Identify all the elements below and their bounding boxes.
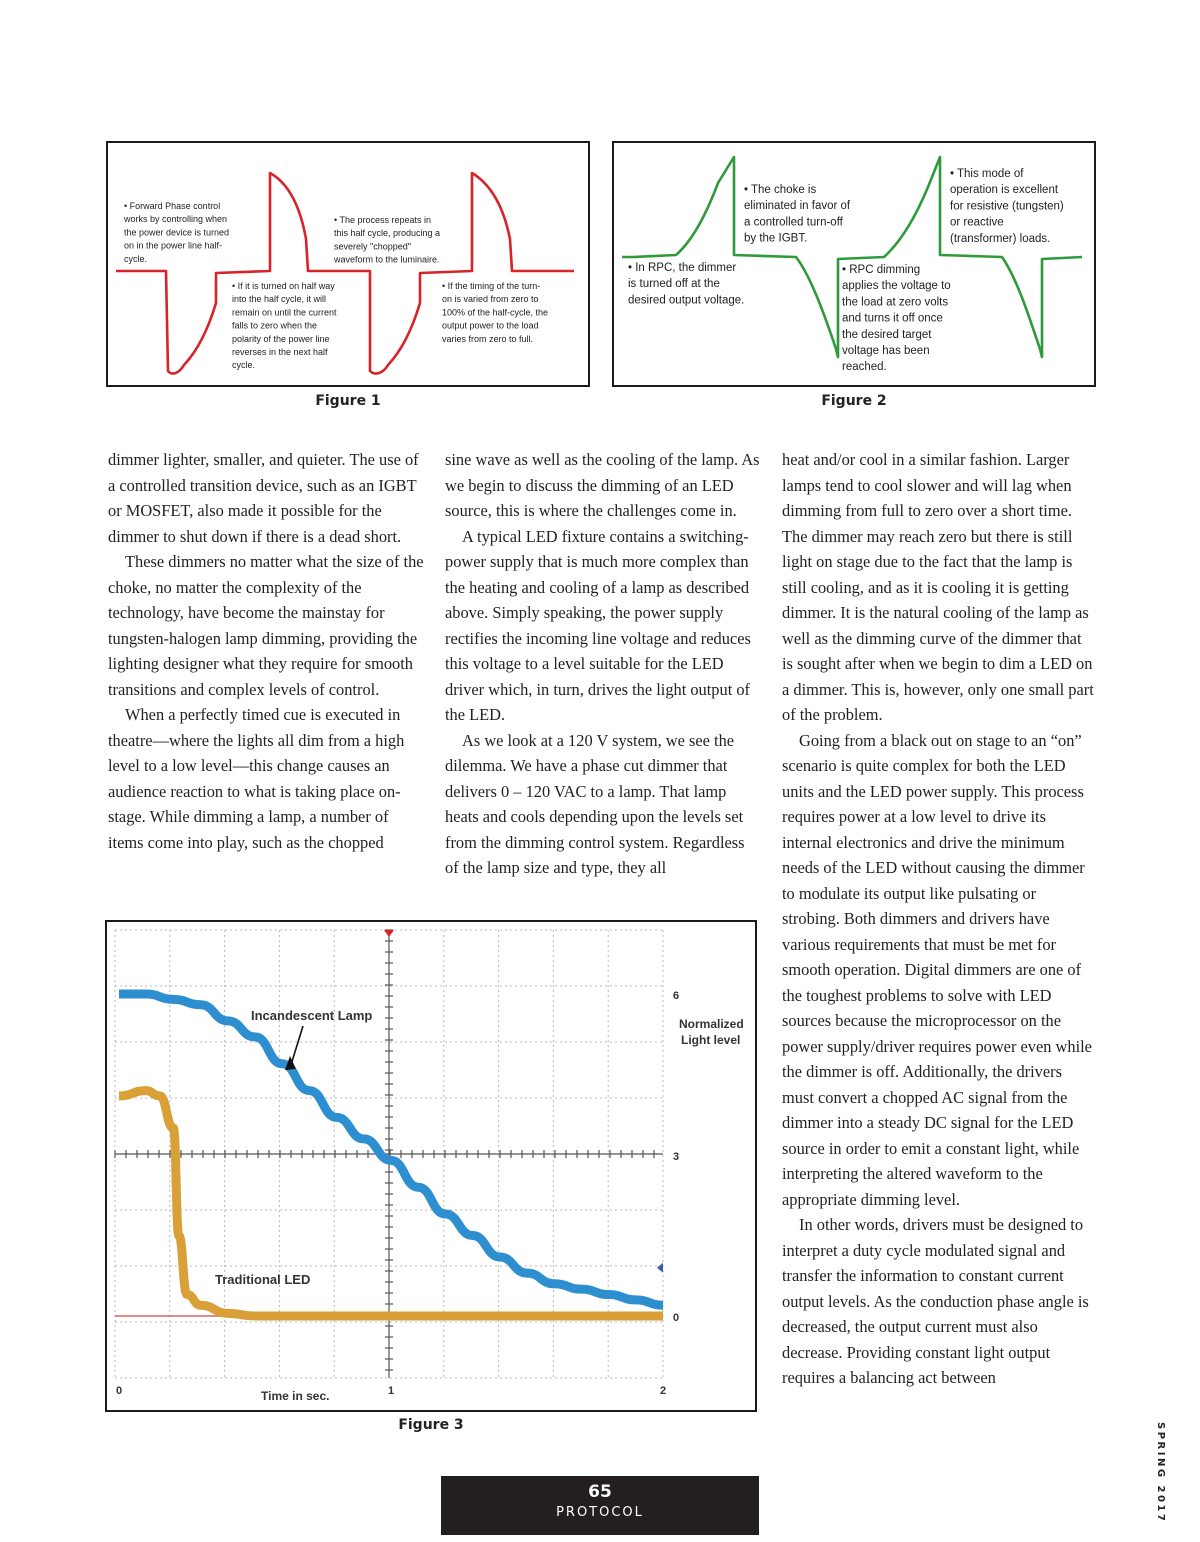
callout-text: cycle. xyxy=(232,360,256,371)
callout-text: the power device is turned xyxy=(124,227,230,238)
callout-text: or reactive xyxy=(950,216,1004,229)
paragraph: These dimmers no matter what the size of the choke, no matter the complexity of the technology, have become the mainstay for tungsten-halogen lamp dimming, providing the lighting designer what they require for smooth transitions and complex levels of control. xyxy=(108,552,424,699)
figure-1-waveform xyxy=(108,143,588,385)
paragraph: Going from a black out on stage to an “on” scenario is quite complex for both the LED units and the LED power supply. This process requires power at a low level to drive its internal electronics and drive the minimum needs of the LED without causing the dimmer to modulate its output like pulsating or strobing. Both dimmers and drivers have various requirements that must be met for smooth operation. Digital dimmers are one of the toughest problems to solve with LED sources because the microprocessor on the power supply/driver requires power even while the dimmer is off. Additionally, the drivers must convert a chopped AC signal from the dimmer into a steady DC signal for the LED source in order to emit a constant light, while interpreting the altered waveform to the appropriate dimming level. xyxy=(782,730,1092,1209)
figure-2-caption: Figure 2 xyxy=(821,393,887,409)
x-axis-label: Time in sec. xyxy=(261,1389,330,1403)
magazine-name: PROTOCOL xyxy=(556,1505,644,1520)
callout-text: polarity of the power line xyxy=(232,333,330,344)
figure-3 xyxy=(105,920,757,1412)
y-tick-label: 3 xyxy=(673,1151,680,1163)
page-footer xyxy=(441,1476,759,1535)
x-tick-label: 2 xyxy=(659,1385,667,1397)
callout-text: on in the power line half- xyxy=(124,240,223,251)
callout-text: by the IGBT. xyxy=(744,232,808,245)
callout-text: for resistive (tungsten) xyxy=(950,200,1064,213)
body-column-2 xyxy=(445,447,761,881)
issue-label: SPRING 2017 xyxy=(1155,1422,1166,1524)
callout-text: waveform to the luminaire. xyxy=(334,254,440,265)
paragraph: sine wave as well as the cooling of the lamp. As we begin to discuss the dimming of an LED source, this is where the challenges come in. xyxy=(445,450,760,520)
callout-text: the load at zero volts xyxy=(842,296,949,309)
callout-text: is turned off at the xyxy=(628,278,720,291)
callout-text: cycle. xyxy=(124,253,148,264)
callout-text: eliminated in favor of xyxy=(744,200,851,213)
callout-text: works by controlling when xyxy=(124,214,228,225)
callout-text: • Forward Phase control xyxy=(124,201,221,211)
paragraph: A typical LED fixture contains a switching-power supply that is much more complex than the heating and cooling of a lamp as described above. Simply speaking, the power supply rectifies the incoming line voltage and reduces this voltage to a level suitable for the LED driver which, in turn, drives the light output of the LED. xyxy=(445,526,751,724)
figure-1 xyxy=(106,141,590,387)
callout-text: into the half cycle, it will xyxy=(232,294,327,305)
callout-text: and turns it off once xyxy=(842,312,943,325)
paragraph: In other words, drivers must be designed to interpret a duty cycle modulated signal and transfer the information to constant current output levels. As the conduction phase angle is decreased, the output current must also decrease. Providing constant light output requires a balancing act between xyxy=(782,1215,1089,1387)
paragraph: heat and/or cool in a similar fashion. Larger lamps tend to cool slower and will lag when dimming from full to zero over a short time. The dimmer may reach zero but there is still light on stage due to the fact that the lamp is still cooling, and as it is cooling it is getting dimmer. It is the natural cooling of the lamp as well as the dimming curve of the dimmer that is sought after when we begin to dim a LED on a dimmer. This is, however, only one small part of the problem. xyxy=(782,450,1094,724)
callout-text: remain on until the current xyxy=(232,307,337,318)
callout-text: reverses in the next half xyxy=(232,347,328,357)
figure-3-chart xyxy=(107,922,755,1410)
figure-1-caption: Figure 1 xyxy=(315,393,381,409)
paragraph: As we look at a 120 V system, we see the dilemma. We have a phase cut dimmer that delivers 0 – 120 VAC to a lamp. That lamp heats and cools depending upon the levels set from the dimming control system. Regardless of the lamp size and type, they all xyxy=(445,730,745,877)
callout-text: on is varied from zero to xyxy=(442,294,539,305)
callout-text: 100% of the half-cycle, the xyxy=(442,307,549,318)
callout-text: voltage has been xyxy=(842,345,930,357)
body-column-3 xyxy=(782,447,1096,1391)
figure-2 xyxy=(612,141,1096,387)
callout-text: varies from zero to full. xyxy=(442,333,534,344)
callout-text: (transformer) loads. xyxy=(950,232,1051,245)
incandescent-label: Incandescent Lamp xyxy=(251,1008,373,1023)
body-column-1 xyxy=(108,447,426,855)
y-tick-label: 6 xyxy=(673,990,680,1002)
callout-text: severely "chopped" xyxy=(334,241,411,252)
callout-text: reached. xyxy=(842,361,887,374)
callout-text: the desired target xyxy=(842,328,932,341)
callout-text: • In RPC, the dimmer xyxy=(628,262,737,274)
x-tick-label: 0 xyxy=(115,1385,123,1397)
paragraph: dimmer lighter, smaller, and quieter. The use of a controlled transition device, such as an IGBT or MOSFET, also made it possible for the dimmer to shut down if there is a dead short. xyxy=(108,450,419,546)
callout-text: applies the voltage to xyxy=(842,280,951,293)
y-axis-label: Light level xyxy=(681,1033,741,1047)
figure-3-caption: Figure 3 xyxy=(398,1417,464,1433)
callout-text: falls to zero when the xyxy=(232,320,318,331)
callout-text: • The choke is xyxy=(744,184,817,196)
callout-text: a controlled turn-off xyxy=(744,216,843,229)
callout-text: output power to the load xyxy=(442,320,539,331)
paragraph: When a perfectly timed cue is executed in theatre—where the lights all dim from a high level to a low level—this change causes an audience reaction to what is taking place on-stage. While dimming a lamp, a number of items come into play, such as the chopped xyxy=(108,705,405,852)
led-label: Traditional LED xyxy=(215,1272,311,1287)
callout-text: • If the timing of the turn- xyxy=(442,281,541,291)
callout-text: • This mode of xyxy=(950,168,1024,180)
callout-text: this half cycle, producing a xyxy=(334,228,441,239)
callout-text: operation is excellent xyxy=(950,184,1059,197)
callout-text: • If it is turned on half way xyxy=(232,281,335,291)
page-number: 65 xyxy=(588,1482,612,1502)
callout-text: desired output voltage. xyxy=(628,294,745,307)
callout-text: • The process repeats in xyxy=(334,215,432,225)
figure-2-waveform xyxy=(614,143,1094,385)
y-axis-label: Normalized xyxy=(679,1017,744,1031)
callout-text: • RPC dimming xyxy=(842,264,921,276)
x-tick-label: 1 xyxy=(387,1385,395,1397)
y-tick-label: 0 xyxy=(673,1312,680,1324)
